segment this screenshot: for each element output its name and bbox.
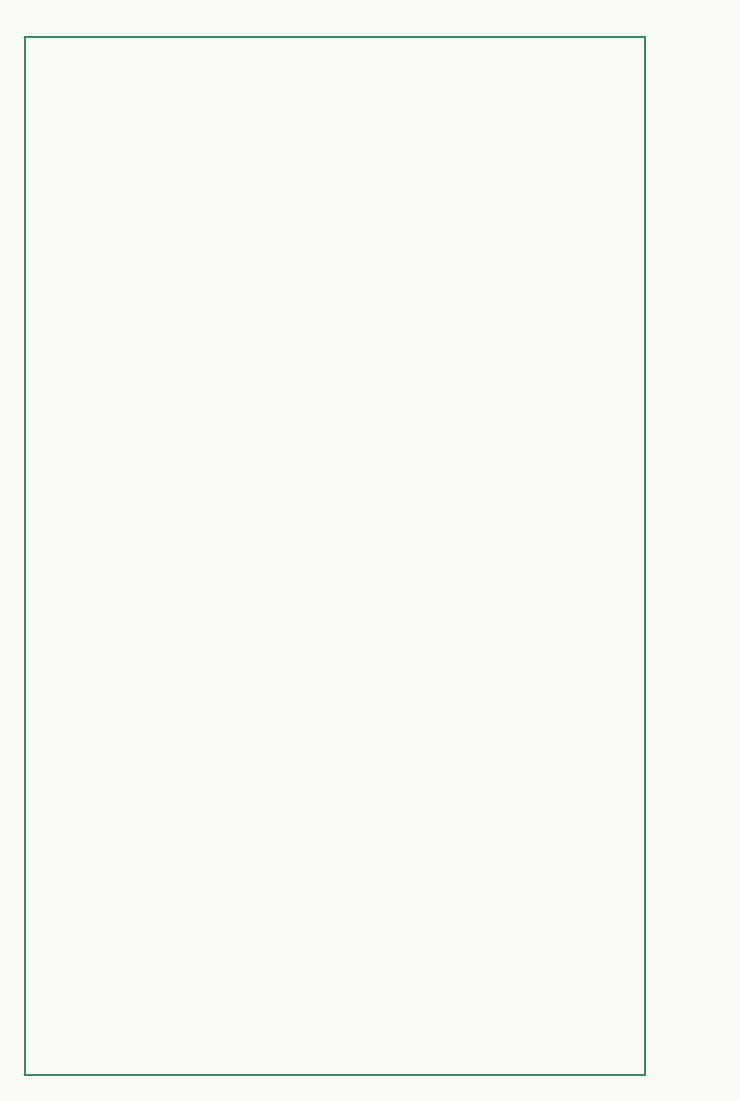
grid-frame	[24, 36, 646, 1076]
